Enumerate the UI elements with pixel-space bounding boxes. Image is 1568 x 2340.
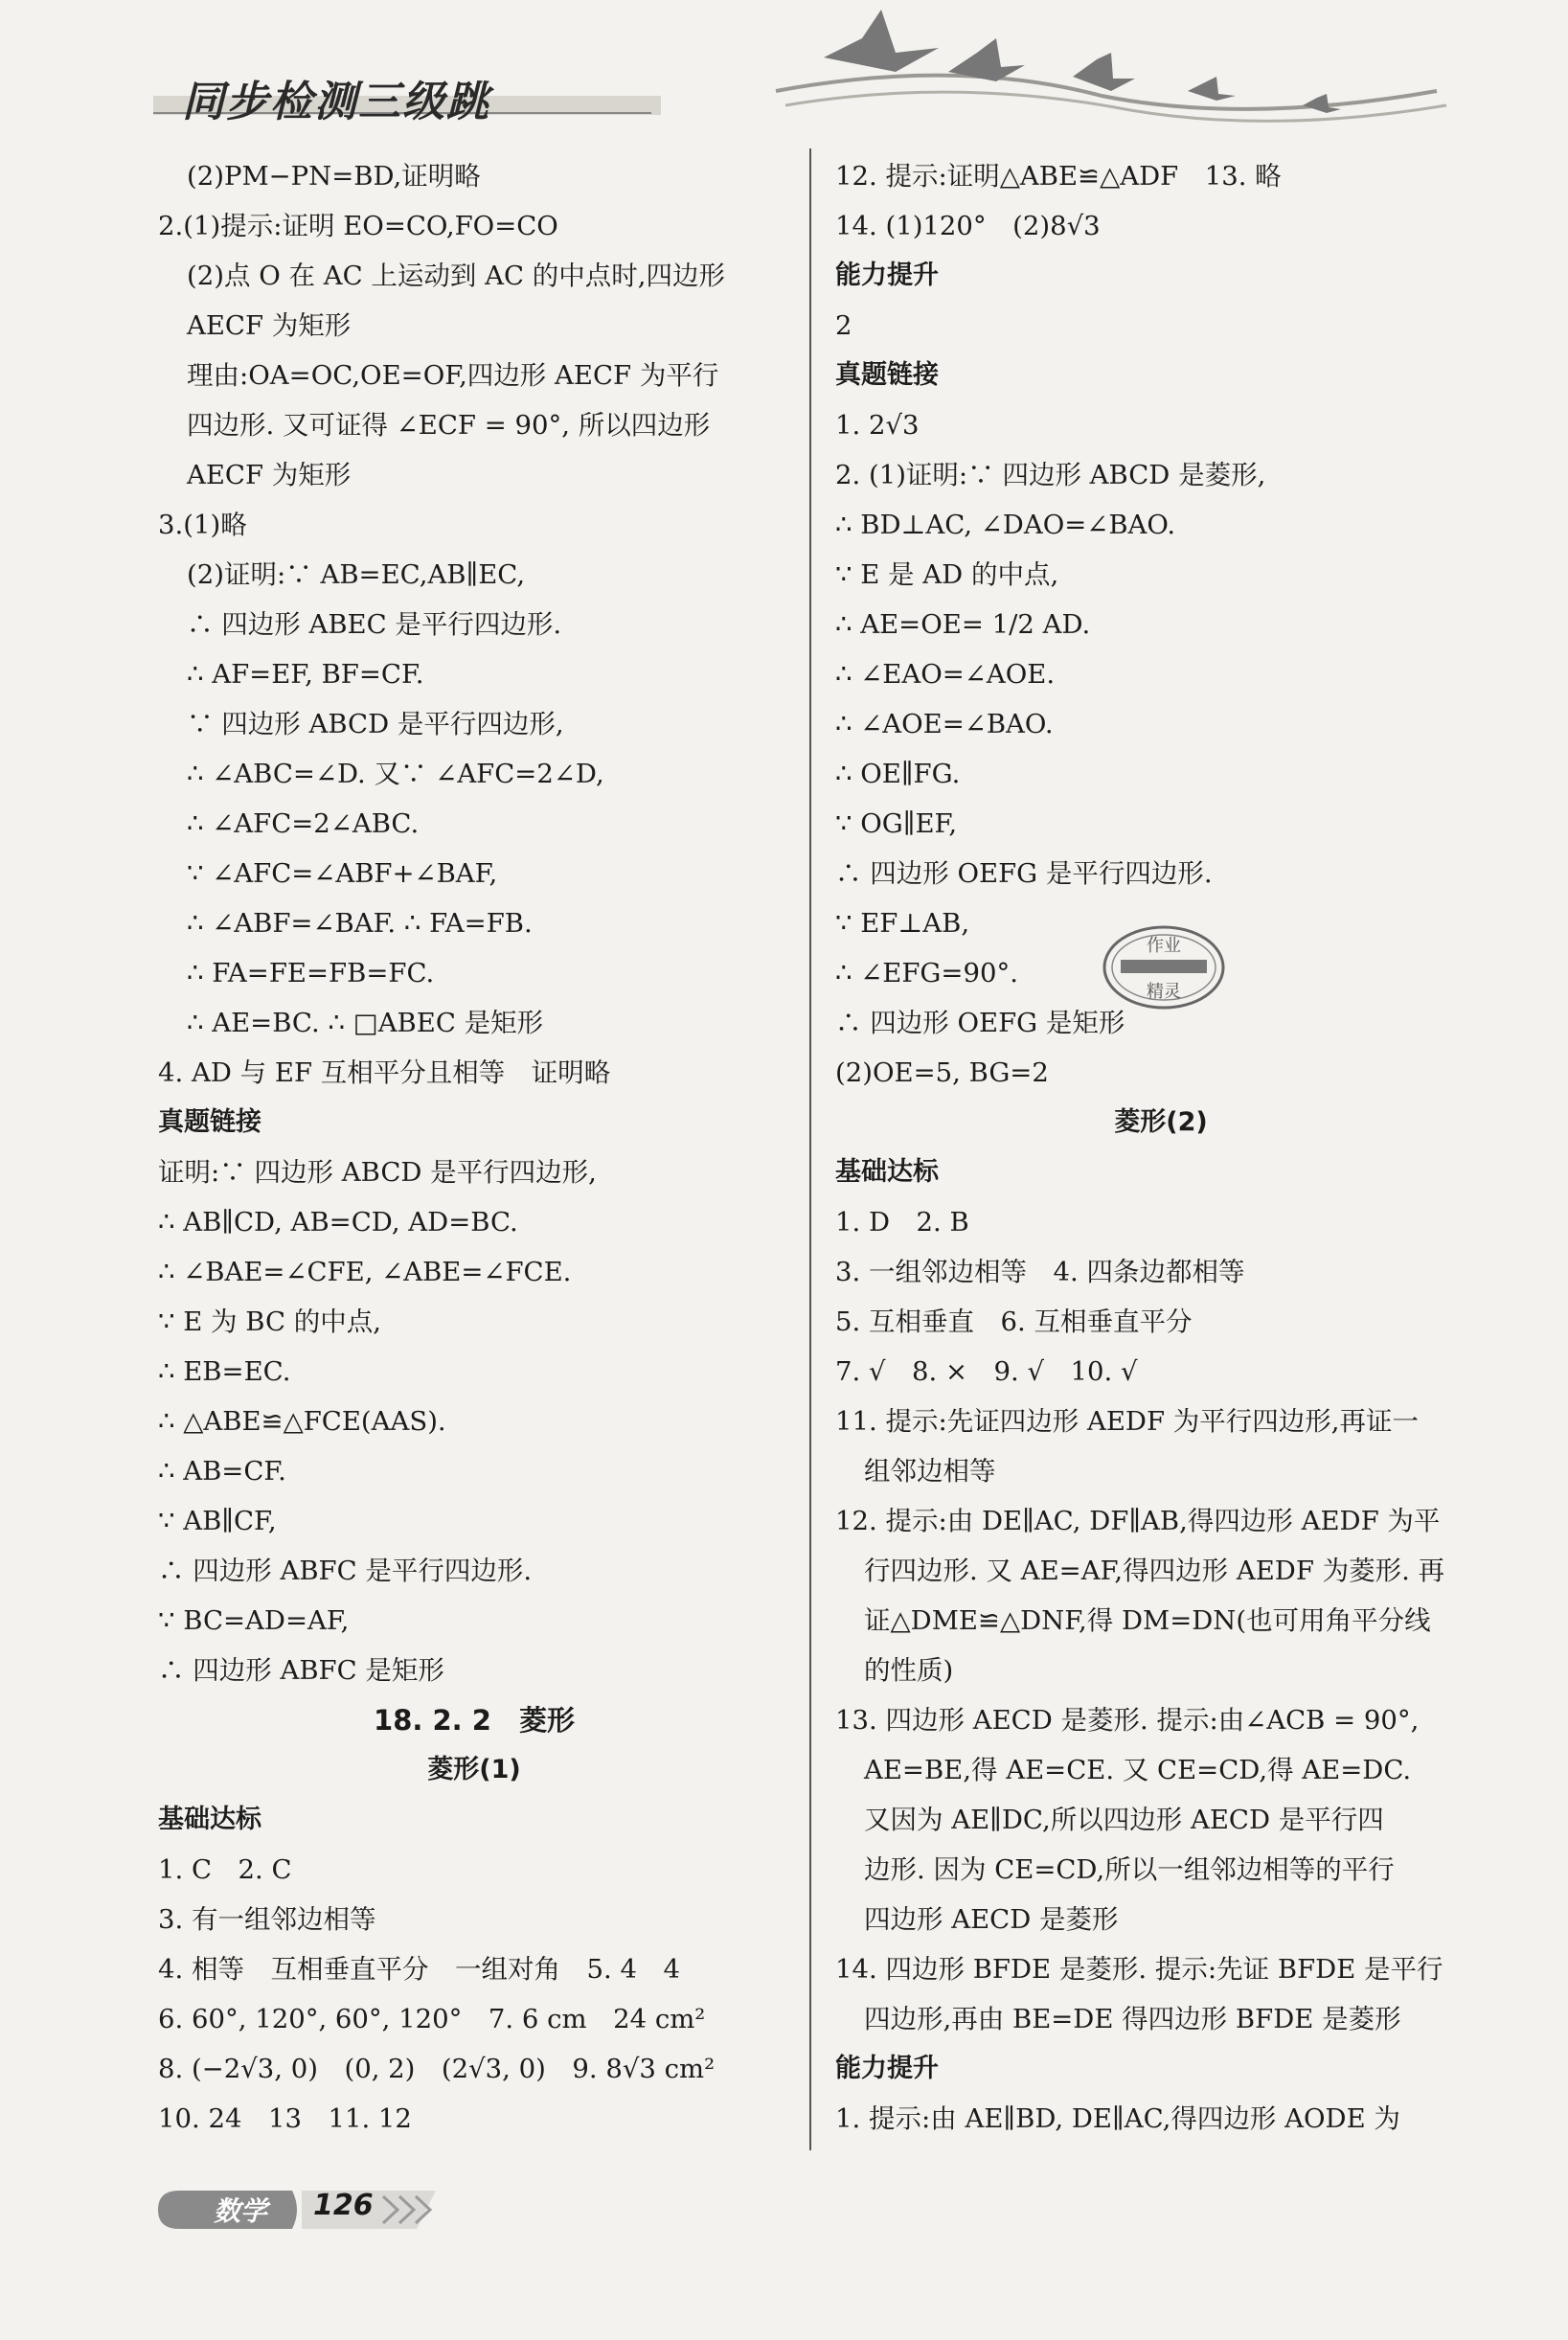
answer-line: ∵ AB∥CF, <box>158 1506 277 1536</box>
answer-line: 3.(1)略 <box>158 510 247 540</box>
answer-line: 四边形 AECD 是菱形 <box>864 1904 1119 1935</box>
answer-line: ∴ △ABE≌△FCE(AAS). <box>158 1406 446 1437</box>
answer-line: ∴ AE=OE= 1/2 AD. <box>835 609 1091 640</box>
answer-line: AECF 为矩形 <box>187 310 352 341</box>
answer-line: ∴ OE∥FG. <box>835 759 961 789</box>
section-heading: 能力提升 <box>835 2054 939 2083</box>
answer-line: ∵ EF⊥AB, <box>835 908 970 939</box>
section-heading: 基础达标 <box>158 1805 261 1834</box>
subsection-title: 菱形(1) <box>427 1755 521 1784</box>
answer-line: (2)PM−PN=BD,证明略 <box>187 161 481 192</box>
left-column <box>158 151 790 2144</box>
answer-line: 7. √ 8. × 9. √ 10. √ <box>835 1356 1138 1387</box>
answer-line: ∴ ∠BAE=∠CFE, ∠ABE=∠FCE. <box>158 1257 572 1287</box>
answer-line: 1. 2√3 <box>835 410 920 441</box>
answer-line: 2. (1)证明:∵ 四边形 ABCD 是菱形, <box>835 460 1266 490</box>
answer-line: 6. 60°, 120°, 60°, 120° 7. 6 cm 24 cm² <box>158 2004 706 2034</box>
section-heading: 真题链接 <box>835 360 939 390</box>
page-footer <box>158 2179 445 2237</box>
stamp-seal <box>1097 915 1231 1020</box>
bird-icon <box>824 10 1341 113</box>
page-header <box>0 0 1568 144</box>
answer-line: (2)证明:∵ AB=EC,AB∥EC, <box>187 559 526 590</box>
answer-line: 的性质) <box>864 1655 954 1686</box>
answer-line: 1. C 2. C <box>158 1854 292 1885</box>
answer-line: (2)OE=5, BG=2 <box>835 1057 1049 1088</box>
answer-line: 12. 提示:证明△ABE≌△ADF 13. 略 <box>835 161 1282 192</box>
answer-line: ∴ 四边形 ABFC 是矩形 <box>158 1655 444 1686</box>
answer-line: ∴ 四边形 ABFC 是平行四边形. <box>158 1556 533 1586</box>
answer-line: 1. D 2. B <box>835 1207 969 1238</box>
answer-line: 2.(1)提示:证明 EO=CO,FO=CO <box>158 211 558 241</box>
answer-line: 2 <box>835 310 852 341</box>
section-heading: 基础达标 <box>835 1157 939 1187</box>
svg-text:作业: 作业 <box>1147 936 1181 956</box>
subsection-title: 菱形(2) <box>1114 1107 1208 1137</box>
answer-line: 11. 提示:先证四边形 AEDF 为平行四边形,再证一 <box>835 1406 1420 1437</box>
answer-line: 5. 互相垂直 6. 互相垂直平分 <box>835 1306 1193 1337</box>
answer-line: ∵ 四边形 ABCD 是平行四边形, <box>187 709 564 739</box>
answer-line: ∴ AF=EF, BF=CF. <box>187 659 424 690</box>
answer-line: 3. 有一组邻边相等 <box>158 1904 376 1935</box>
svg-text:精灵: 精灵 <box>1147 982 1181 1002</box>
answer-line: ∴ ∠ABC=∠D. 又∵ ∠AFC=2∠D, <box>187 759 604 789</box>
answer-line: ∵ BC=AD=AF, <box>158 1605 350 1636</box>
answer-line: ∴ 四边形 OEFG 是平行四边形. <box>835 858 1213 889</box>
chapter-title: 18. 2. 2 菱形 <box>374 1704 575 1737</box>
answer-line: AECF 为矩形 <box>187 460 352 490</box>
answer-line: ∵ OG∥EF, <box>835 808 958 839</box>
answer-line: ∴ EB=EC. <box>158 1356 291 1387</box>
answer-line: 又因为 AE∥DC,所以四边形 AECD 是平行四 <box>864 1805 1384 1835</box>
subject-label: 数学 <box>214 2195 268 2227</box>
answer-line: 8. (−2√3, 0) (0, 2) (2√3, 0) 9. 8√3 cm² <box>158 2054 716 2084</box>
answer-line: 边形. 因为 CE=CD,所以一组邻边相等的平行 <box>864 1854 1395 1885</box>
answer-line: 3. 一组邻边相等 4. 四条边都相等 <box>835 1257 1245 1287</box>
page-number: 126 <box>313 2189 374 2222</box>
answer-line: 4. AD 与 EF 互相平分且相等 证明略 <box>158 1057 611 1088</box>
answer-line: 四边形,再由 BE=DE 得四边形 BFDE 是菱形 <box>864 2004 1401 2034</box>
answer-line: 四边形. 又可证得 ∠ECF = 90°, 所以四边形 <box>187 410 711 441</box>
answer-line: 14. (1)120° (2)8√3 <box>835 211 1101 241</box>
answer-line: ∴ ∠EAO=∠AOE. <box>835 659 1056 690</box>
answer-line: 14. 四边形 BFDE 是菱形. 提示:先证 BFDE 是平行 <box>835 1954 1443 1985</box>
answer-line: ∴ ∠AOE=∠BAO. <box>835 709 1054 739</box>
answer-line: 证△DME≌△DNF,得 DM=DN(也可用角平分线 <box>864 1605 1431 1636</box>
answer-line: ∵ E 为 BC 的中点, <box>158 1306 382 1337</box>
page-badge <box>158 2189 445 2231</box>
answer-line: 4. 相等 互相垂直平分 一组对角 5. 4 4 <box>158 1954 680 1985</box>
answer-line: 10. 24 13 11. 12 <box>158 2103 412 2134</box>
section-heading: 真题链接 <box>158 1107 261 1137</box>
answer-line: ∴ ∠EFG=90°. <box>835 958 1018 988</box>
answer-line: ∵ ∠AFC=∠ABF+∠BAF, <box>187 858 498 889</box>
answer-line: (2)点 O 在 AC 上运动到 AC 的中点时,四边形 <box>187 261 725 291</box>
answer-line: AE=BE,得 AE=CE. 又 CE=CD,得 AE=DC. <box>864 1755 1412 1785</box>
answer-line: 1. 提示:由 AE∥BD, DE∥AC,得四边形 AODE 为 <box>835 2103 1400 2134</box>
answer-line: 组邻边相等 <box>864 1456 996 1487</box>
answer-line: 行四边形. 又 AE=AF,得四边形 AEDF 为菱形. 再 <box>864 1556 1445 1586</box>
answer-line: ∴ AB∥CD, AB=CD, AD=BC. <box>158 1207 518 1238</box>
answer-line: ∴ BD⊥AC, ∠DAO=∠BAO. <box>835 510 1176 540</box>
right-column <box>835 151 1487 2144</box>
answer-line: ∴ ∠ABF=∠BAF. ∴ FA=FB. <box>187 908 533 939</box>
answer-line: ∵ E 是 AD 的中点, <box>835 559 1059 590</box>
answer-line: 理由:OA=OC,OE=OF,四边形 AECF 为平行 <box>187 360 719 391</box>
answer-line: ∴ 四边形 ABEC 是平行四边形. <box>187 609 562 640</box>
column-divider <box>809 148 811 2150</box>
answer-line: 12. 提示:由 DE∥AC, DF∥AB,得四边形 AEDF 为平 <box>835 1506 1441 1536</box>
book-title: 同步检测三级跳 <box>182 78 490 126</box>
answer-line: ∴ FA=FE=FB=FC. <box>187 958 435 988</box>
section-heading: 能力提升 <box>835 261 939 290</box>
answer-line: ∴ ∠AFC=2∠ABC. <box>187 808 420 839</box>
answer-line: ∴ 四边形 OEFG 是矩形 <box>835 1008 1125 1038</box>
answer-line: ∴ AB=CF. <box>158 1456 286 1487</box>
answer-line: 13. 四边形 AECD 是菱形. 提示:由∠ACB = 90°, <box>835 1705 1420 1736</box>
answer-line: ∴ AE=BC. ∴ □ABEC 是矩形 <box>187 1008 544 1038</box>
answer-line: 证明:∵ 四边形 ABCD 是平行四边形, <box>158 1157 597 1188</box>
